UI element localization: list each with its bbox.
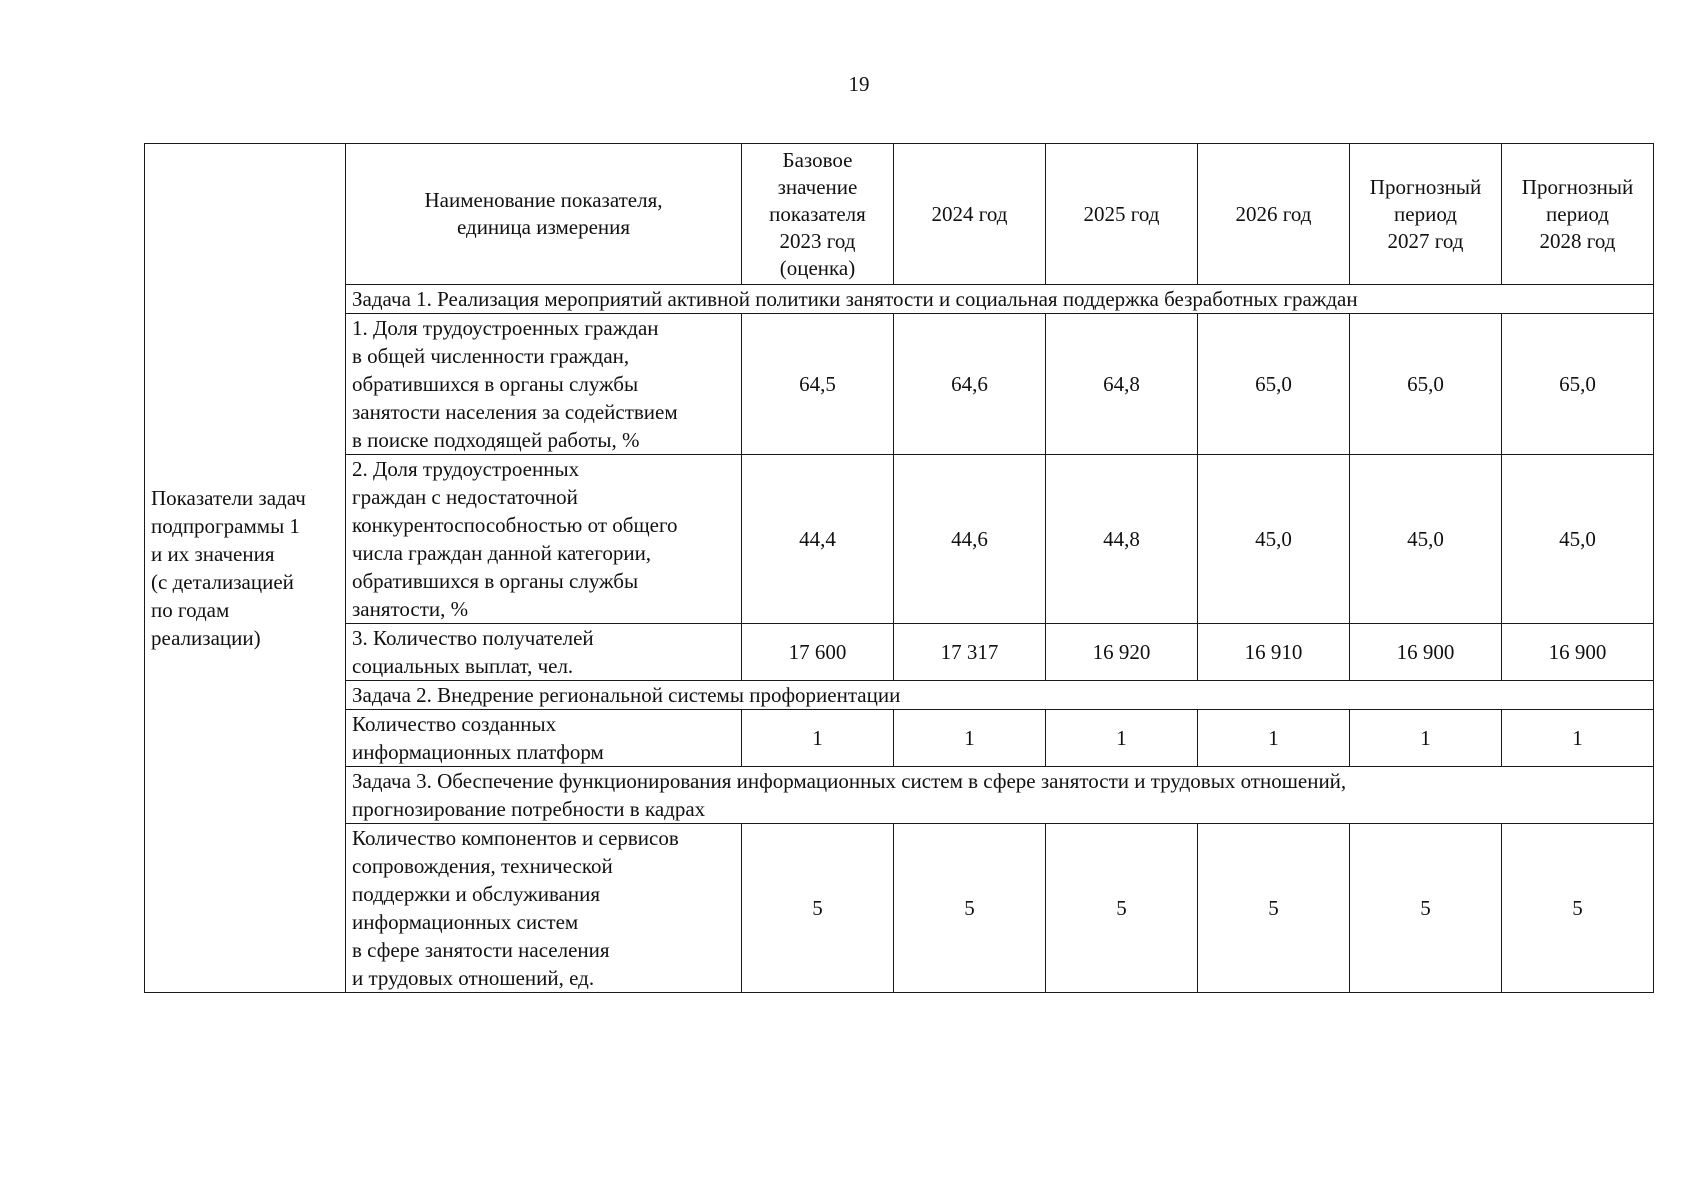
indicators-table [144,143,1654,993]
indicator-value: 44,6 [894,455,1046,624]
header-2025: 2025 год [1046,144,1198,285]
indicator-value: 44,8 [1046,455,1198,624]
indicator-row [145,624,1654,681]
task-row [145,681,1654,710]
task-title: Задача 1. Реализация мероприятий активной политики занятости и социальная поддержка безработных граждан [346,285,1654,314]
indicator-value: 16 910 [1198,624,1350,681]
indicator-value: 65,0 [1350,314,1502,455]
indicator-value: 16 920 [1046,624,1198,681]
task-row [145,285,1654,314]
header-forecast-2027: Прогнозный период 2027 год [1350,144,1502,285]
indicator-name: Количество созданных информационных платформ [346,710,742,767]
indicator-value: 65,0 [1198,314,1350,455]
indicator-value: 44,4 [742,455,894,624]
indicator-name: 2. Доля трудоустроенных граждан с недостаточной конкурентоспособностью от общего числа граждан данной категории, обратившихся в органы службы занятости, % [346,455,742,624]
indicator-value: 65,0 [1502,314,1654,455]
header-2026: 2026 год [1198,144,1350,285]
indicator-name: Количество компонентов и сервисов сопровождения, технической поддержки и обслуживания информационных систем в сфере занятости населения и трудовых отношений, ед. [346,824,742,993]
indicator-value: 5 [894,824,1046,993]
indicator-value: 1 [1198,710,1350,767]
header-indicator-name: Наименование показателя, единица измерения [346,144,742,285]
indicator-value: 45,0 [1198,455,1350,624]
indicator-value: 1 [1046,710,1198,767]
indicator-value: 1 [1502,710,1654,767]
indicator-value: 5 [1350,824,1502,993]
header-forecast-2028: Прогнозный период 2028 год [1502,144,1654,285]
header-row [145,144,1654,285]
indicator-name: 3. Количество получателей социальных выплат, чел. [346,624,742,681]
task-row [145,767,1654,824]
header-base-value-2023: Базовое значение показателя 2023 год (оценка) [742,144,894,285]
indicator-value: 17 600 [742,624,894,681]
header-2024: 2024 год [894,144,1046,285]
indicator-value: 16 900 [1350,624,1502,681]
indicator-name: 1. Доля трудоустроенных граждан в общей численности граждан, обратившихся в органы службы занятости населения за содействием в поиске подходящей работы, % [346,314,742,455]
indicator-value: 1 [894,710,1046,767]
subprogram-indicators-label: Показатели задач подпрограммы 1 и их значения (с детализацией по годам реализации) [145,144,346,993]
indicator-row [145,455,1654,624]
indicator-value: 64,8 [1046,314,1198,455]
indicator-value: 1 [1350,710,1502,767]
indicator-value: 1 [742,710,894,767]
indicator-value: 5 [1502,824,1654,993]
indicator-value: 45,0 [1350,455,1502,624]
indicator-value: 17 317 [894,624,1046,681]
indicator-row [145,824,1654,993]
task-title: Задача 2. Внедрение региональной системы профориентации [346,681,1654,710]
indicator-value: 45,0 [1502,455,1654,624]
indicator-value: 64,5 [742,314,894,455]
indicator-row [145,710,1654,767]
task-title: Задача 3. Обеспечение функционирования информационных систем в сфере занятости и трудовых отношений, прогнозирование потребности в кадрах [346,767,1654,824]
page-number: 19 [848,72,870,96]
indicator-value: 5 [742,824,894,993]
indicator-value: 5 [1198,824,1350,993]
indicator-row [145,314,1654,455]
indicator-value: 5 [1046,824,1198,993]
indicator-value: 16 900 [1502,624,1654,681]
indicator-value: 64,6 [894,314,1046,455]
